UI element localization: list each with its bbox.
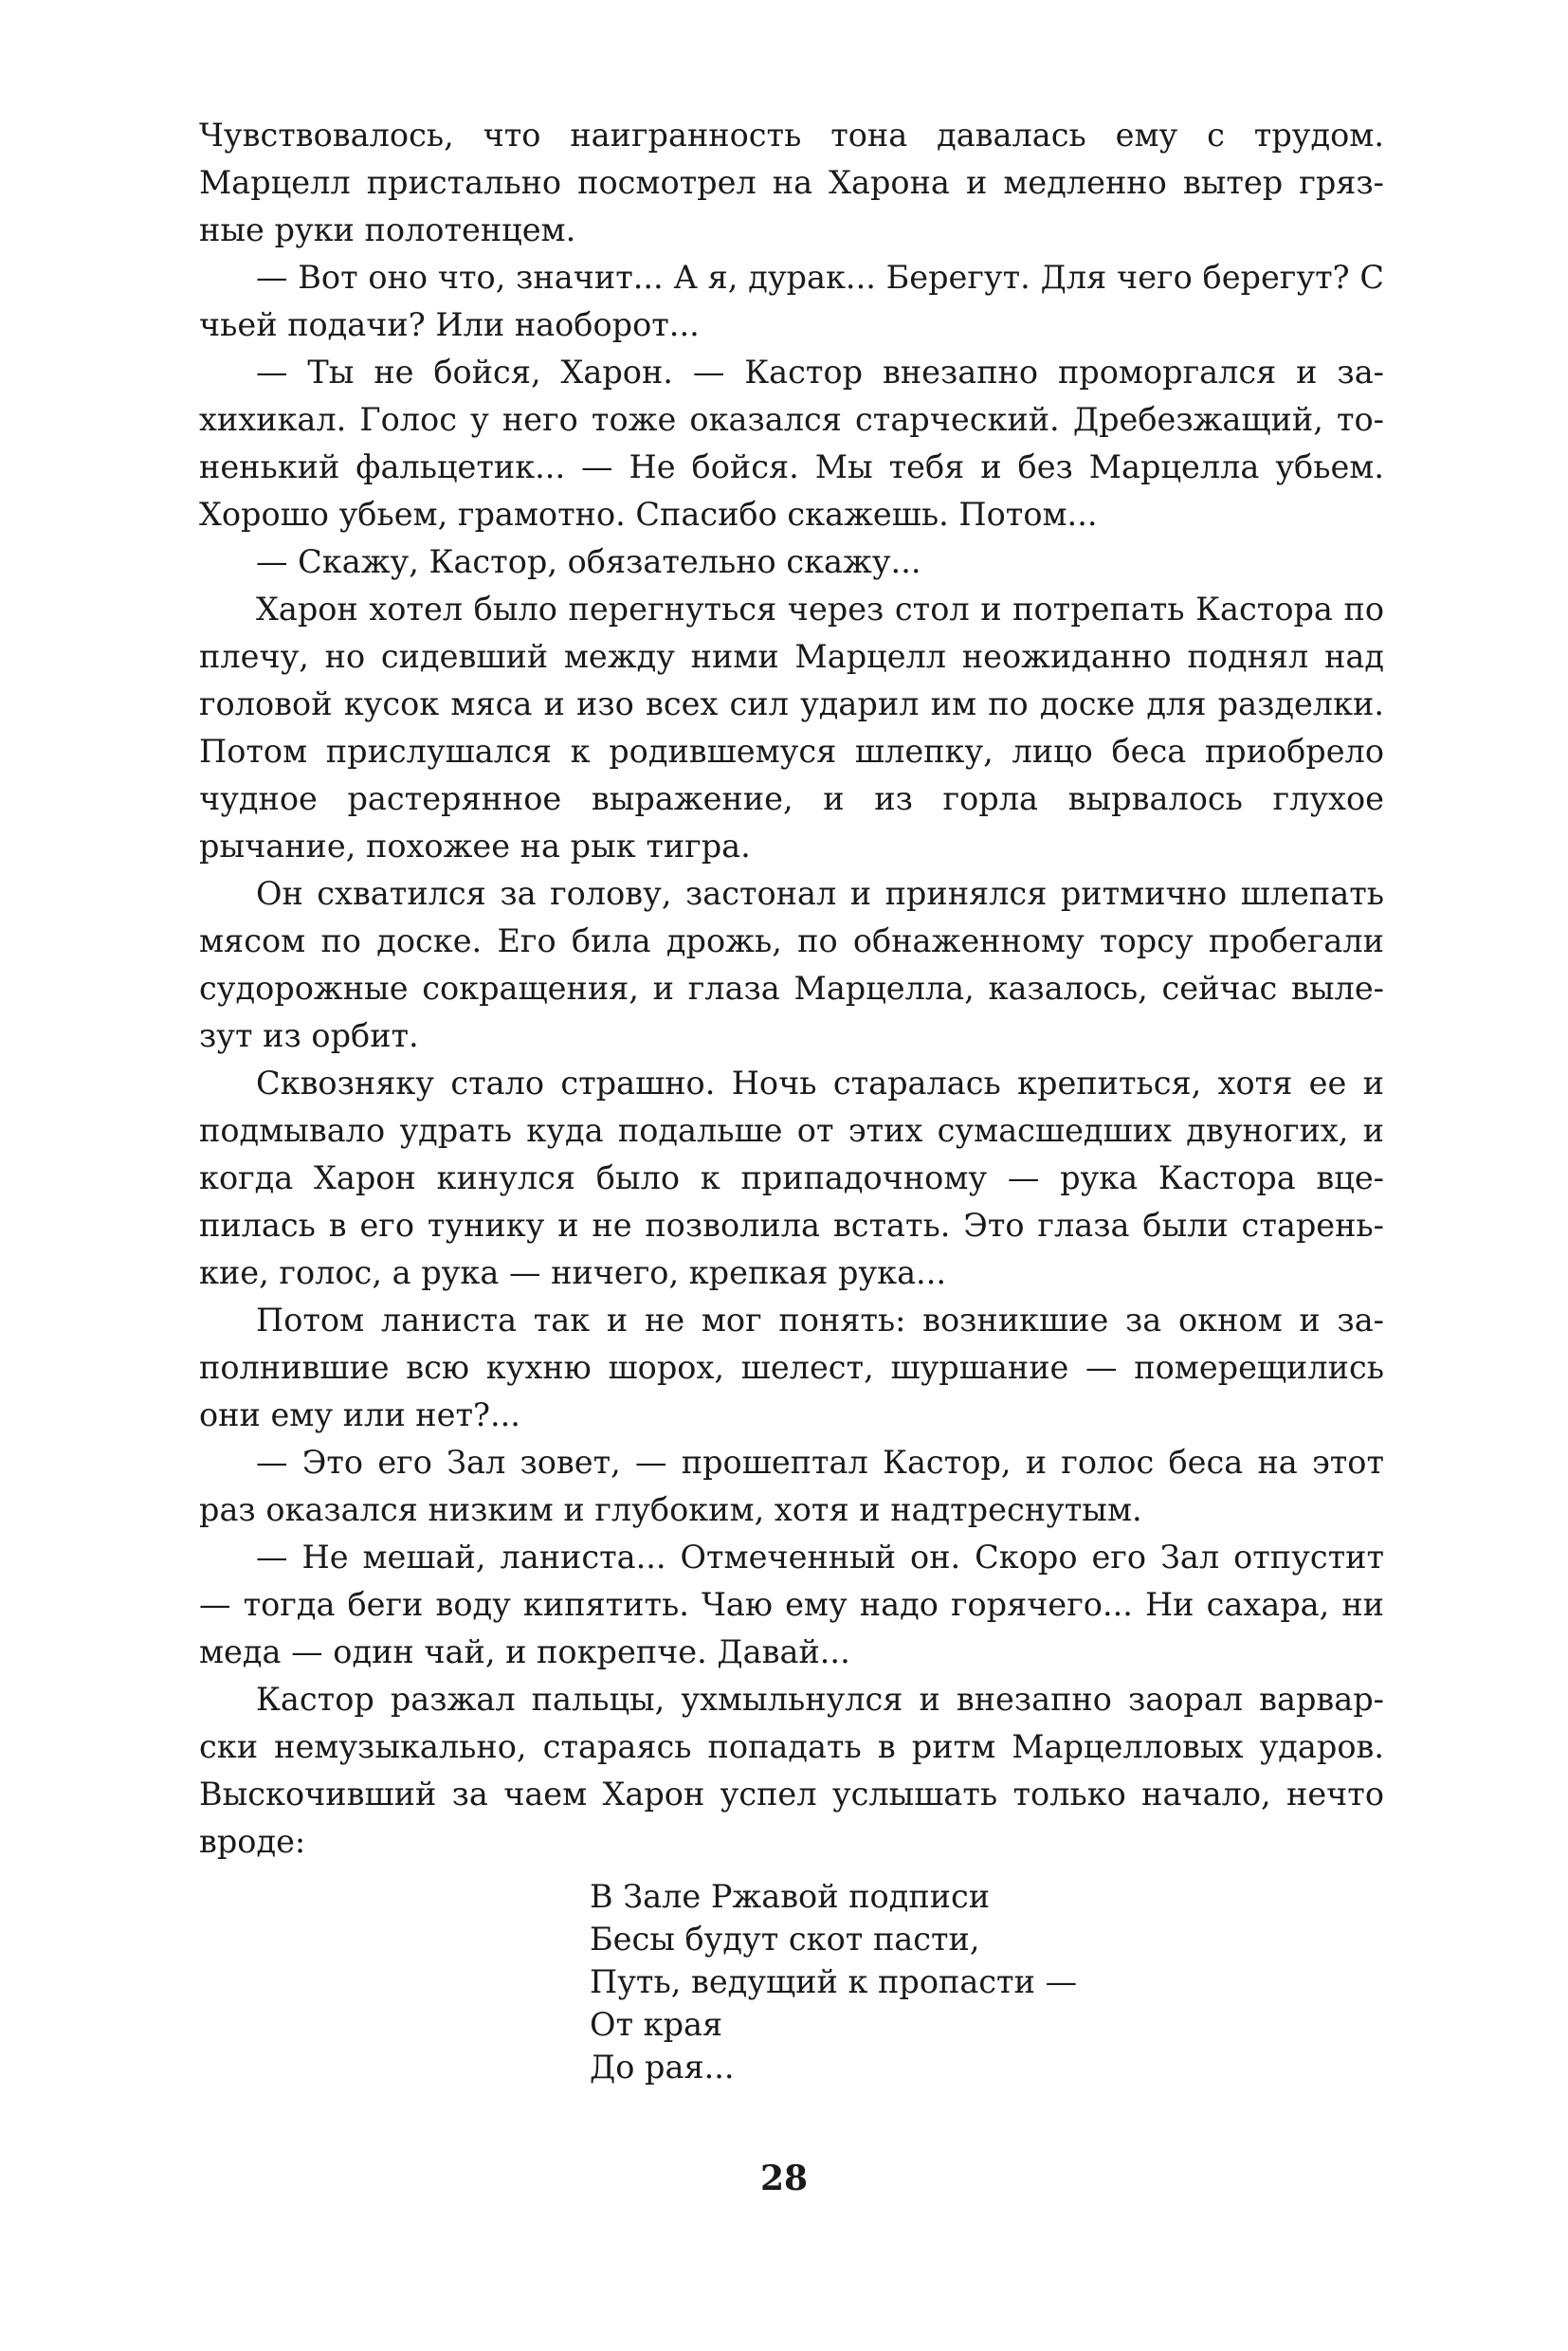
paragraph: Харон хотел было перегнуться через стол и потрепать Кастора по плечу, но сидевший между ними Марцелл неожиданно поднял над головой кусок мяса и изо всех сил ударил им по доске для разделки. Потом прислушался к родившемуся шлепку, лицо беса приобрело чудное растерянное выражение, и из горла вырвалось глухое рычание, похожее на рык тигра.: [199, 591, 1384, 865]
paragraph: — Скажу, Кастор, обязательно скажу...: [256, 543, 921, 580]
poem: [199, 1875, 1384, 2088]
paragraph: Чувствовалось, что наигранность тона давалась ему с трудом. Марцелл пристально посмотрел на Харона и медленно вытер грязные руки полотенцем.: [199, 117, 1384, 248]
paragraph: Он схватился за голову, застонал и принялся ритмично шлепать мясом по доске. Его била дрожь, по обнаженному торсу пробегали судорожные сокращения, и глаза Марцелла, казалось, сейчас вылезут из орбит.: [199, 875, 1384, 1054]
paragraph: — Вот оно что, значит... А я, дурак... Берегут. Для чего берегут? С чьей подачи? Или наоборот...: [199, 259, 1384, 343]
poem-line: В Зале Ржавой подписи: [590, 1878, 991, 1915]
poem-line: Путь, ведущий к пропасти —: [590, 1963, 1078, 2000]
paragraph: Сквозняку стало страшно. Ночь старалась крепиться, хотя ее и подмывало удрать куда подальше от этих сумасшедших двуногих, и когда Харон кинулся было к припадочному — рука Кастора вцепилась в его тунику и не позволила встать. Это глаза были старенькие, голос, а рука — ничего, крепкая рука...: [199, 1065, 1384, 1291]
poem-line: Бесы будут скот пасти,: [590, 1921, 980, 1958]
paragraph: Потом ланиста так и не мог понять: возникшие за окном и заполнившие всю кухню шорох, шелест, шуршание — померещились они ему или нет?...: [199, 1302, 1384, 1433]
paragraph: Кастор разжал пальцы, ухмыльнулся и внезапно заорал варварски немузыкально, стараясь попадать в ритм Марцелловых ударов. Выскочивший за чаем Харон успел услышать только начало, нечто вроде:: [199, 1681, 1384, 1860]
paragraph: — Это его Зал зовет, — прошептал Кастор, и голос беса на этот раз оказался низким и глубоким, хотя и надтреснутым.: [199, 1444, 1384, 1528]
poem-line: От края: [590, 2006, 723, 2043]
page-text: [199, 112, 1384, 2088]
page-number: 28: [759, 2159, 809, 2198]
poem-line: До рая...: [590, 2049, 735, 2086]
paragraph: — Не мешай, ланиста... Отмеченный он. Скоро его Зал отпустит — тогда беги воду кипятить. Чаю ему надо горячего... Ни сахара, ни меда — один чай, и покрепче. Давай...: [199, 1539, 1384, 1670]
paragraph: — Ты не бойся, Харон. — Кастор внезапно проморгался и захихикал. Голос у него тоже оказался старческий. Дребезжащий, тоненький фальцетик... — Не бойся. Мы тебя и без Марцелла убьем. Хорошо убьем, грамотно. Спасибо скажешь. Потом...: [199, 354, 1384, 533]
